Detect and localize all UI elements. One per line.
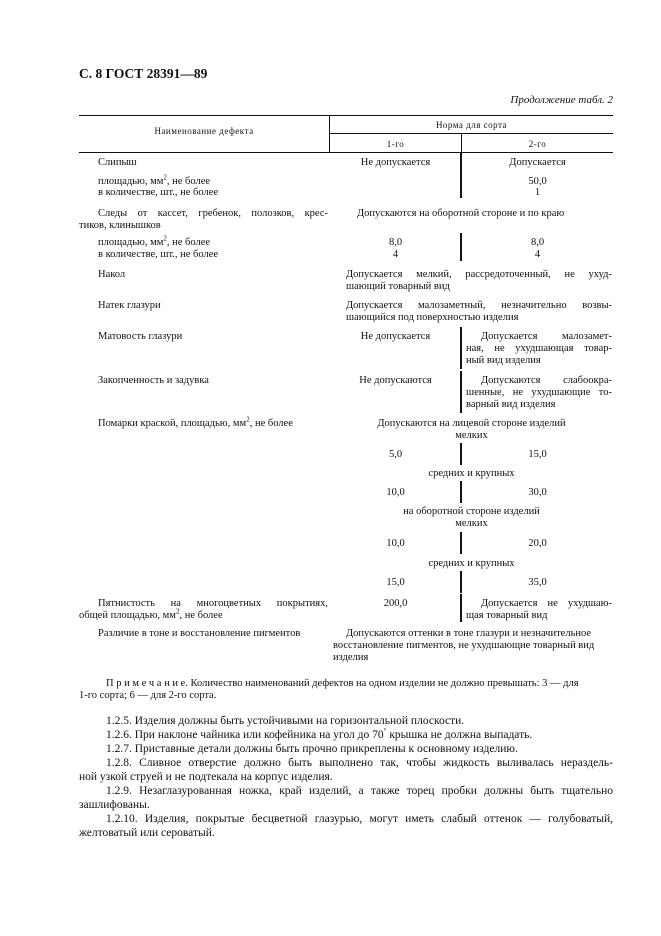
col-header-norm: Норма для сорта bbox=[435, 120, 508, 130]
row-pyatnist-grade2-line2: щая товарный вид bbox=[466, 610, 548, 621]
row-slipysh-count-grade2: 1 bbox=[534, 187, 541, 198]
paragraph-1-2-9-line2: зашлифованы. bbox=[79, 799, 150, 811]
row-pomarki-medium1: средних и крупных bbox=[428, 468, 515, 479]
row-nakol-label: Накол bbox=[98, 269, 126, 280]
grade-divider-sledy bbox=[460, 233, 462, 261]
row-slipysh-area-grade2: 50,0 bbox=[528, 176, 547, 187]
grade-divider-pomarki-1 bbox=[460, 443, 462, 465]
row-pomarki-label: Помарки краской, площадью, $мм^2$, не более bbox=[98, 415, 293, 429]
row-natek-label: Натек глазури bbox=[98, 300, 161, 311]
row-pomarki-v4-grade1: 15,0 bbox=[386, 577, 405, 588]
row-matovost-grade2-line2: ная, не ухудшающая товар- bbox=[466, 343, 612, 354]
row-matovost-grade2-line3: ный вид изделия bbox=[466, 355, 541, 366]
row-matovost-grade1: Не допускается bbox=[360, 331, 431, 342]
grade-divider-pomarki-3 bbox=[460, 532, 462, 554]
row-sledy-area-grade1: 8,0 bbox=[388, 237, 403, 248]
table-continuation-label: Продолжение табл. 2 bbox=[510, 94, 613, 106]
row-sledy-count-label: в количестве, шт., не более bbox=[98, 249, 219, 260]
row-sledy-area-label: площадью, $мм^2$, не более bbox=[98, 234, 211, 248]
row-pomarki-medium2: средних и крупных bbox=[428, 558, 515, 569]
row-sledy-span: Допускаются на оборотной стороне и по краю bbox=[357, 208, 565, 219]
grade-divider-pomarki-2 bbox=[460, 481, 462, 503]
row-sledy-label-line1: Следы от кассет, гребенок, полозков, крес- bbox=[98, 208, 328, 219]
row-pomarki-back: на оборотной стороне изделий bbox=[403, 506, 540, 517]
paragraph-1-2-5: 1.2.5. Изделия должны быть устойчивыми на горизонтальной плоскости. bbox=[106, 715, 465, 727]
row-pyatnist-grade1: 200,0 bbox=[383, 598, 408, 609]
row-pyatnist-label-line1: Пятнистость на многоцветных покрытиях, bbox=[98, 598, 328, 609]
page-header: С. 8 ГОСТ 28391—89 bbox=[79, 66, 208, 81]
row-pomarki-v1-grade1: 5,0 bbox=[388, 449, 403, 460]
row-pyatnist-grade2-line1: Допускается не ухудшаю- bbox=[481, 598, 612, 609]
row-matovost-label: Матовость глазури bbox=[98, 331, 183, 342]
row-natek-line1: Допускается малозаметный, незначительно возвы- bbox=[346, 300, 612, 311]
paragraph-1-2-8-line1: 1.2.8. Сливное отверстие должно быть выполнено так, чтобы жидкость выливалась нераздель- bbox=[106, 757, 613, 769]
row-matovost-grade2-line1: Допускается малозамет- bbox=[481, 331, 612, 342]
col-header-grade2: 2-го bbox=[528, 139, 547, 149]
row-sledy-count-grade1: 4 bbox=[392, 249, 399, 260]
table-top-rule bbox=[79, 115, 613, 116]
row-natek-line2: шающийся под поверхностью изделия bbox=[346, 312, 519, 323]
paragraph-1-2-10-line2: желтоватый или сероватый. bbox=[79, 827, 215, 839]
paragraph-1-2-8-line2: ной узкой струей и не подтекала на корпус изделия. bbox=[79, 771, 333, 783]
row-pomarki-v3-grade1: 10,0 bbox=[386, 538, 405, 549]
paragraph-1-2-6: 1.2.6. При наклоне чайника или кофейника на угол до 70° крышка не должна выпадать. bbox=[106, 727, 533, 741]
row-pyatnist-label-line2: общей площадью, $мм^2$, не более bbox=[79, 607, 223, 621]
note-line2: 1-го сорта; 6 — для 2-го сорта. bbox=[79, 690, 217, 701]
grade-divider-pomarki-4 bbox=[460, 571, 462, 593]
note-line1: Количество наименований дефектов на одном изделии не должно превышать: 3 — для bbox=[187, 678, 579, 689]
grade-divider-slipysh bbox=[460, 153, 462, 198]
row-zakopch-label: Закопченность и задувка bbox=[98, 375, 209, 386]
row-pomarki-v2-grade2: 30,0 bbox=[528, 487, 547, 498]
row-sledy-count-grade2: 4 bbox=[534, 249, 541, 260]
row-zakopch-grade1: Не допускаются bbox=[359, 375, 432, 386]
table-header-bottom-rule bbox=[79, 152, 613, 153]
paragraph-1-2-10-line1: 1.2.10. Изделия, покрытые бесцветной глазурью, могут иметь слабый оттенок — голубоватый, bbox=[106, 813, 613, 825]
col-header-defect-name: Наименование дефекта bbox=[154, 126, 254, 136]
row-razlichie-line1: Допускаются оттенки в тоне глазури и незначительное bbox=[346, 628, 592, 639]
grade-header-rule bbox=[330, 133, 613, 134]
row-pomarki-v3-grade2: 20,0 bbox=[528, 538, 547, 549]
note-lead: П р и м е ч а н и е. bbox=[106, 678, 188, 689]
row-pomarki-v1-grade2: 15,0 bbox=[528, 449, 547, 460]
row-razlichie-label: Различие в тоне и восстановление пигментов bbox=[98, 628, 301, 639]
grade-divider-zakopch bbox=[460, 371, 462, 413]
row-pomarki-face: Допускаются на лицевой стороне изделий bbox=[377, 418, 566, 429]
row-slipysh-label: Слипыш bbox=[98, 157, 137, 168]
row-pomarki-small2: мелких bbox=[455, 518, 488, 529]
row-sledy-area-grade2: 8,0 bbox=[530, 237, 545, 248]
row-zakopch-grade2-line2: шенные, не ухудшающие то- bbox=[466, 387, 612, 398]
row-slipysh-count-label: в количестве, шт., не более bbox=[98, 187, 219, 198]
row-slipysh-grade2: Допускается bbox=[509, 157, 566, 168]
table-note bbox=[79, 678, 613, 702]
row-sledy-label-line2: тиков, клинышков bbox=[79, 220, 161, 231]
col-header-grade1: 1-го bbox=[386, 139, 405, 149]
row-nakol-line1: Допускается мелкий, рассредоточенный, не ухуд- bbox=[346, 269, 612, 280]
grade-divider-pyatnist bbox=[460, 594, 462, 622]
row-slipysh-area-label: площадью, $мм^2$, не более bbox=[98, 173, 211, 187]
row-zakopch-grade2-line1: Допускаются слабоокра- bbox=[481, 375, 612, 386]
grade-divider-matovost bbox=[460, 327, 462, 369]
row-pomarki-v2-grade1: 10,0 bbox=[386, 487, 405, 498]
row-nakol-line2: шающий товарный вид bbox=[346, 281, 450, 292]
row-razlichie-line2: восстановление пигментов, не ухудшающие товарный вид bbox=[333, 640, 595, 651]
row-razlichie-line3: изделия bbox=[333, 652, 369, 663]
paragraph-1-2-7: 1.2.7. Приставные детали должны быть прочно прикреплены к основному изделию. bbox=[106, 743, 518, 755]
row-slipysh-grade1: Не допускается bbox=[360, 157, 431, 168]
row-pomarki-small1: мелких bbox=[455, 430, 488, 441]
row-zakopch-grade2-line3: варный вид изделия bbox=[466, 399, 556, 410]
row-pomarki-v4-grade2: 35,0 bbox=[528, 577, 547, 588]
paragraph-1-2-9-line1: 1.2.9. Незаглазурованная ножка, край изделий, а также торец пробки должны быть тщательно bbox=[106, 785, 613, 797]
